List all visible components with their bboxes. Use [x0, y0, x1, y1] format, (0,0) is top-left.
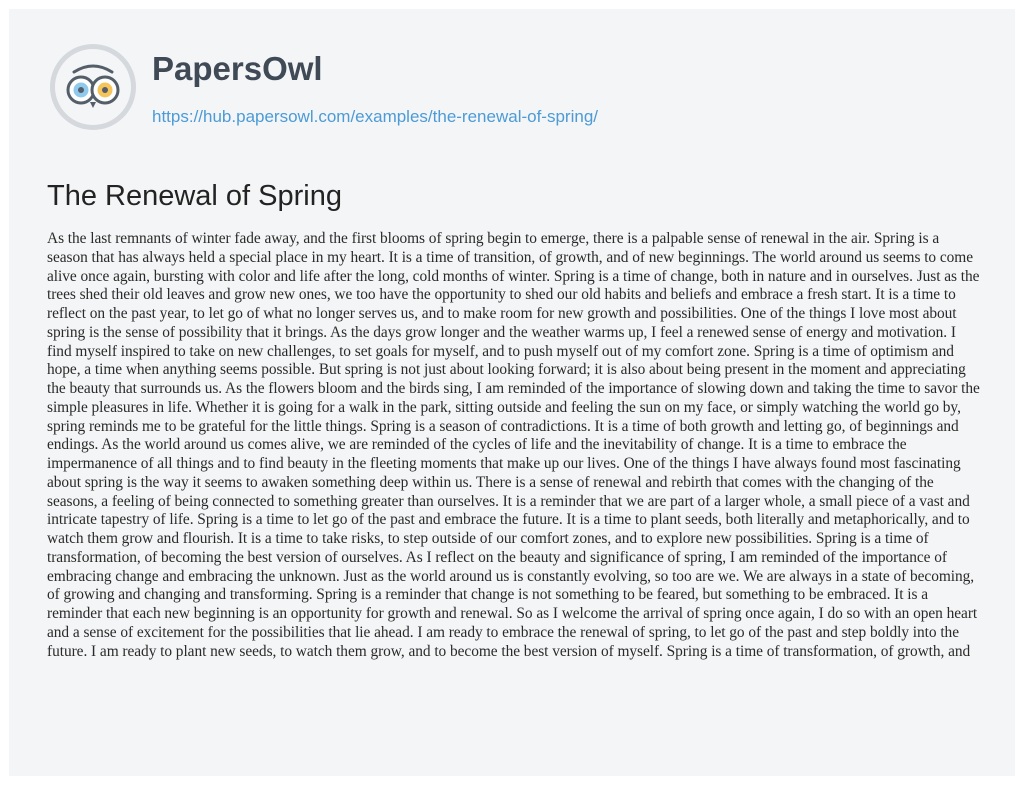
site-header	[9, 9, 1015, 169]
logo-pupil-right-core	[102, 87, 108, 93]
logo-pupil-left-core	[78, 87, 84, 93]
source-url-link[interactable]: https://hub.papersowl.com/examples/the-renewal-of-spring/	[152, 107, 598, 126]
brand-name: PapersOwl	[152, 50, 323, 87]
essay-title: The Renewal of Spring	[47, 180, 342, 212]
logo-graphic	[48, 42, 138, 132]
essay-page	[9, 9, 1015, 776]
essay-body: As the last remnants of winter fade away, and the first blooms of spring begin to emerge, there is a palpable sense of renewal in the air. Spring is a season that has always held a special place in my heart. It is a time of transition, of growth, and of new beginnings. The world around us seems to come alive once again, bursting with color and life after the long, cold months of winter. Spring is a time of change, both in nature and in ourselves. Just as the trees shed their old leaves and grow new ones, we too have the opportunity to shed our old habits and beliefs and embrace a fresh start. It is a time to reflect on the past year, to let go of what no longer serves us, and to make room for new growth and possibilities. One of the things I love most about spring is the sense of possibility that it brings. As the days grow longer and the weather warms up, I feel a renewed sense of energy and motivation. I find myself inspired to take on new challenges, to set goals for myself, and to push myself out of my comfort zone. Spring is a time of optimism and hope, a time when anything seems possible. But spring is not just about looking forward; it is also about being present in the moment and appreciating the beauty that surrounds us. As the flowers bloom and the birds sing, I am reminded of the importance of slowing down and taking the time to savor the simple pleasures in life. Whether it is going for a walk in the park, sitting outside and feeling the sun on my face, or simply watching the world go by, spring reminds me to be grateful for the little things. Spring is a season of contradictions. It is a time of both growth and letting go, of beginnings and endings. As the world around us comes alive, we are reminded of the cycles of life and the inevitability of change. It is a time to embrace the impermanence of all things and to find beauty in the fleeting moments that make up our lives. One of the things I have always found most fascinating about spring is the way it seems to awaken something deep within us. There is a sense of renewal and rebirth that comes with the changing of the seasons, a feeling of being connected to something greater than ourselves. It is a reminder that we are part of a larger whole, a small piece of a vast and intricate tapestry of life. Spring is a time to let go of the past and embrace the future. It is a time to plant seeds, both literally and metaphorically, and to watch them grow and flourish. It is a time to take risks, to step outside of our comfort zones, and to explore new possibilities. Spring is a time of transformation, of becoming the best version of ourselves. As I reflect on the beauty and significance of spring, I am reminded of the importance of embracing change and embracing the unknown. Just as the world around us is constantly evolving, so too are we. We are always in a state of becoming, of growing and changing and transforming. Spring is a reminder that change is not something to be feared, but something to be embraced. It is a reminder that each new beginning is an opportunity for growth and renewal. So as I welcome the arrival of spring once again, I do so with an open heart and a sense of excitement for the possibilities that lie ahead. I am ready to embrace the renewal of spring, to let go of the past and step boldly into the future. I am ready to plant new seeds, to watch them grow, and to become the best version of myself. Spring is a time of transformation, of growth, and	[47, 230, 980, 660]
owl-eyes-logo-icon	[48, 42, 138, 132]
